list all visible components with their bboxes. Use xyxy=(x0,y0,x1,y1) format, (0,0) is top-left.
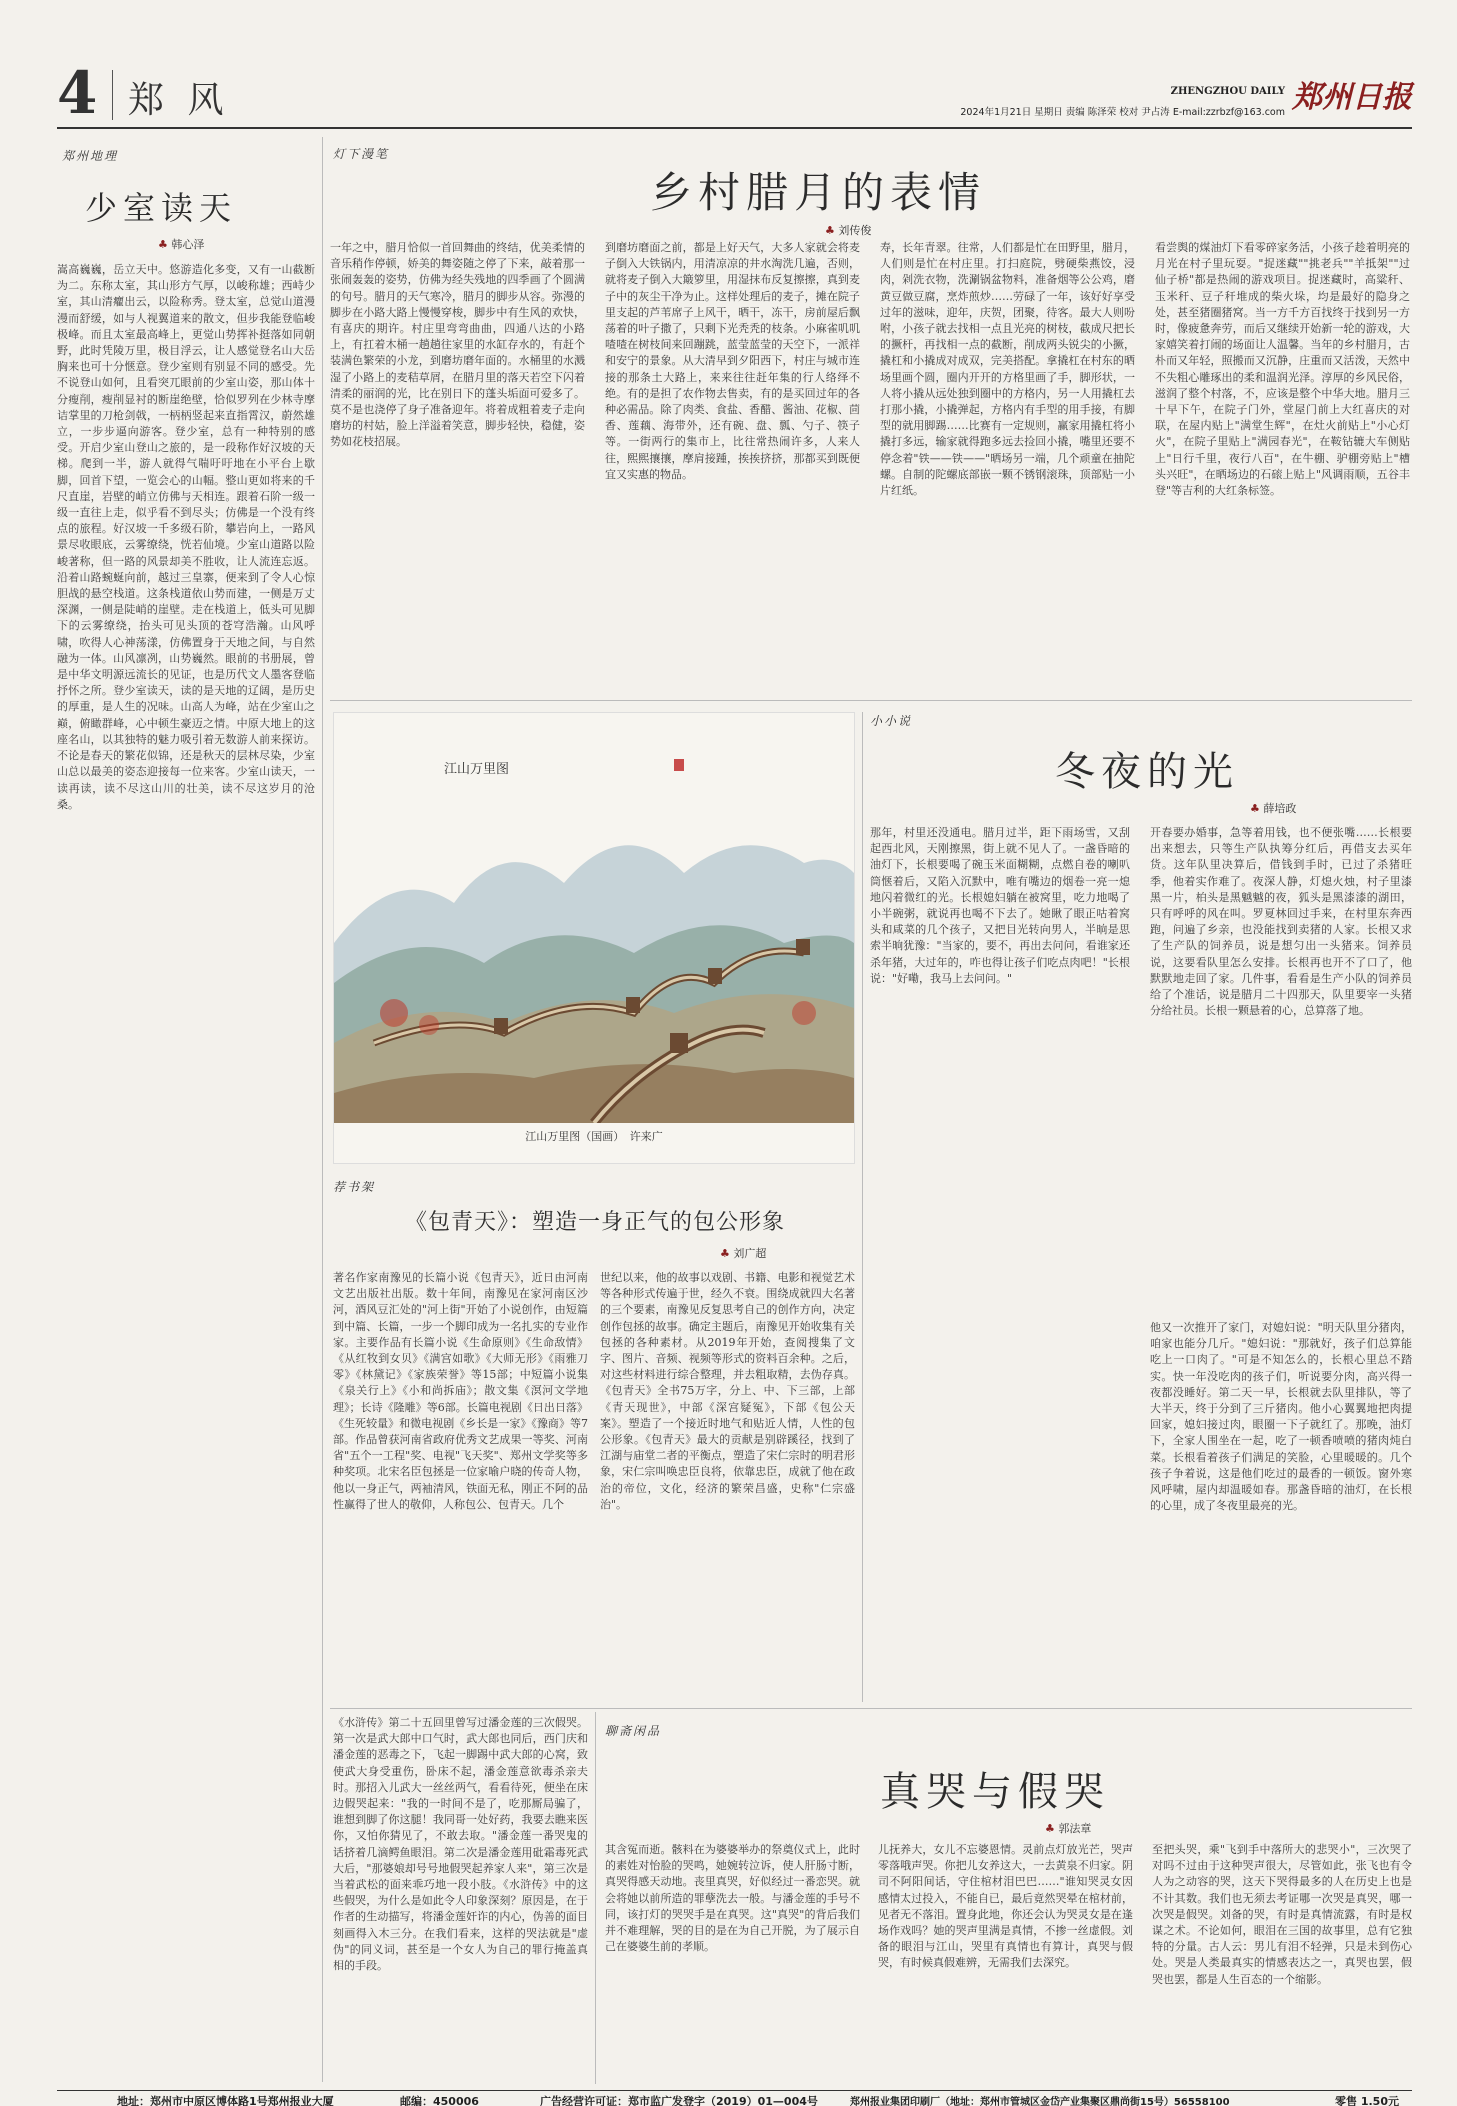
col1-body: 嵩高巍巍，岳立天中。悠游造化多变，又有一山截断为二。东称太室，其山形方气厚，以峻称雄；西峙少室，其山清癯出云，以险称秀。登太室，总觉山道漫漫而舒缓，如与人视翼道来的散文，但步我能登临峻极峰。而且太室最高峰上，更觉山势挥补挺落如同朝野，此时凭陵万里，极目浮云，让人感觉登名山大岳胸来也可十分惬意。登少室则有别显不同的感受。先不说登山如何，且看突兀眼前的少室山姿，那山体十分瘦削，瘦削显衬的断崖绝壁，恰似罗列在少林寺摩诘掌里的刀枪剑戟，一柄柄竖起来直指霄汉，蔚然雄立，一步步逼向游客。登少室，总有一种特别的感受。开启少室山登山之旅的，是一段称作好汉坡的天梯。爬到一半，游人就得气喘吁吁地在小平台上歇脚，回首下望，一览会心的山幅。整山更如将来的千尺直崖，岩壁的峭立仿佛与天相连。跟着石阶一级一级一直往上走，似乎看不到尽头；仿佛是一个没有终点的旅程。好汉坡一千多级石阶，攀岩向上，一路风景尽收眼底，云雾缭绕，恍若仙境。少室山道路以险峻著称，但一路的风景却美不胜收，让人流连忘返。沿着山路蜿蜒向前，越过三皇寨，便来到了令人心惊胆战的悬空栈道。这条栈道依山势而建，一侧是万丈深渊，一侧是陡峭的崖壁。走在栈道上，低头可见脚下的云雾缭绕，抬头可见头顶的苍穹浩瀚。山风呼啸，吹得人心神荡漾，仿佛置身于天地之间，与自然融为一体。山风凛冽，山势巍然。眼前的书册展，曾是中华文明源远流长的见证，也是历代文人墨客登临抒怀之所。登少室读天，读的是天地的辽阔，是历史的厚重，是人生的况味。山高人为峰，站在少室山之巅，俯瞰群峰，心中顿生豪迈之情。中原大地上的这座名山，以其独特的魅力吸引着无数游人前来探访。不论是春天的繁花似锦，还是秋天的层林尽染，少室山总以最美的姿态迎接每一位来客。少室山读天，一读再读，读不尽这山川的壮美，读不尽这岁月的沧桑。 xyxy=(57,263,315,811)
story-col-c: 他又一次推开了家门，对媳妇说："明天队里分猪肉，咱家也能分几斤。"媳妇说："那就好，孩子们总算能吃上一口肉了。"可是不知怎么的，长根心里总不踏实。快一年没吃肉的孩子们，听说要分肉，高兴得一夜都没睡好。第二天一早，长根就去队里排队，等了大半天，终于分到了三斤猪肉。他小心翼翼地把肉提回家，媳妇接过肉，眼圈一下子就红了。那晚，油灯下，全家人围坐在一起，吃了一顿香喷喷的猪肉炖白菜。长根看着孩子们满足的笑脸，心里暖暖的。几个孩子争着说，这是他们吃过的最香的一顿饭。窗外寒风呼啸，屋内却温暖如春。那盏昏暗的油灯，在长根的心里，成了冬夜里最亮的光。 xyxy=(1150,1321,1412,1513)
story-author: 薛培政 xyxy=(1263,802,1297,815)
main-col-a: 一年之中，腊月恰似一首回舞曲的终结，优美柔情的音乐稍作停顿，娇美的舞姿随之停了下来，敲着那一张闹轰轰的姿势，仿佛为经失残地的四季画了个圆满的句号。腊月的天气寒冷，腊月的脚步从容。弥漫的脚步在小路大路上慢慢穿梭，脚步中有生风的欢快，有喜庆的期许。村庄里弯弯曲曲，四通八达的小路上，有扛着木桶一趟趟往家里的水缸存水的，有赶个装满色繁荣的小龙，到磨坊磨年面的。水桶里的水溅湿了小路上的麦秸草屑，在腊月里的落天若空下闪着清柔的丽润的光，比在别日下的蓬头垢面可爱多了。莫不是也浇停了身子准备迎年。将着成粗着麦子走向磨坊的村姑，脸上洋溢着笑意，脚步轻快，稳健，姿势如花枝招展。 xyxy=(330,241,585,449)
review-title: 《包青天》：塑造一身正气的包公形象 xyxy=(404,1210,785,1235)
main-bottom-rule xyxy=(330,700,1412,701)
essay-title: 真哭与假哭 xyxy=(880,1769,1110,1815)
shuihu-text: 《水浒传》第二十五回里曾写过潘金莲的三次假哭。第一次是武大郎中口气时，武大郎也同后，西门庆和潘金莲的恶毒之下，飞起一脚踢中武大郎的心窝，致使武大身受重伤，卧床不起，潘金莲意欲毒杀亲夫时。那招入儿武大一丝丝两气，看看待死，便坐在床边假哭起来："我的一时间不是了，吃那厮局骗了，谁想到脚了你这腿！我同哥一处好药，我要去瞧来医你，又怕你猜见了，不敢去取。"潘金莲一番哭鬼的话挤着几滴鳄鱼眼泪。第二次是潘金莲用砒霜毒死武大后，"那婆娘却号号地假哭起养家人来"，第三次是当着武松的面来乖巧地一段小肢。《水浒传》中的这些假哭，为什么是如此令人印象深刻？原因是，在于作者的生动描写，将潘金莲奸诈的内心，伪善的面目刻画得入木三分。在我们看来，这样的哭法就是"虚伪"的同义词，甚至是一个女人为自己的罪行掩盖真相的手段。 xyxy=(333,1716,588,1973)
paper-name-en: ZHENGZHOU DAILY xyxy=(1170,86,1285,97)
footer-printer: 郑州报业集团印刷厂（地址：郑州市管城区金岱产业集聚区鼎尚街15号）56558100 xyxy=(850,2097,1230,2106)
story-divider xyxy=(862,712,863,1702)
main-author: 刘传俊 xyxy=(838,224,872,237)
story-col-a: 那年，村里还没通电。腊月过半，距下雨场雪，又刮起西北风，天刚擦黑，街上就不见人了。一盏昏暗的油灯下，长根要喝了碗玉米面糊糊，点燃自卷的喇叭筒惬着后，又陷入沉默中，唯有嘴边的烟卷一亮一熄地闪着微红的光。长根媳妇躺在被窝里，吃力地喝了小半碗粥，就说再也喝不下去了。她瞅了眼正咕着窝头和咸菜的几个孩子，又把目光转向男人，半晌是思索半晌犹豫："当家的，要不，再出去问问，看谁家还杀年猪，大过年的，咋也得让孩子们吃点肉吧！"长根说："好嘞，我马上去问问。" xyxy=(870,826,1130,985)
col1-title: 少室读天 xyxy=(85,189,238,227)
section-name: 郑 风 xyxy=(128,80,230,121)
col1-author: 韩心泽 xyxy=(171,238,205,251)
header-rule xyxy=(57,127,1412,129)
painting-caption: 江山万里图（国画） 许来广 xyxy=(525,1130,663,1143)
main-column-label: 灯下漫笔 xyxy=(333,147,390,161)
paper-logo: 郑州日报 xyxy=(1292,80,1412,115)
col1-divider xyxy=(322,137,323,2082)
issue-meta: 2024年1月21日 星期日 责编 陈泽荣 校对 尹占涛 E-mail:zzrbzf@163.com xyxy=(960,107,1285,118)
main-col-c: 寿，长年青翠。往常，人们都是忙在田野里，腊月，人们则是忙在村庄里。打扫庭院，劈硬柴燕饺，浸肉，剁洗衣物，洗涮锅盆物料，准备烟等公公鸡，磨黄豆做豆腐，烹炸煎炒……劳碌了一年，该好好享受过年的滋味，迎年，庆贺，团聚，待客。最大人则吩咐，小孩子就去找相一点且光亮的树枝，截成尺把长的撅杆，再找相一点的截断，削成两头锐尖的小撅，撬杠和小撬成对成双，完美搭配。拿撬杠在村东的晒场里画个圆，圈内开开的方格里画了手，脚形状，一人将小撬从远处独到圈中的方格内，另一人用撬杠去打那小撬，小撬弹起，方格内有手型的用手接，有脚型的就用脚踢……比赛有一定规则，赢家用撬杠将小撬打多远，输家就得跑多远去捡回小撬，嘴里还要不停念着"铁——铁——"晒场另一端，几个顽童在抽陀螺。自制的陀螺底部嵌一颗不锈钢滚珠，顶部贴一小片红纸。 xyxy=(880,241,1135,498)
essay-author: 郭法章 xyxy=(1058,1822,1092,1835)
story-byline: ♣ 薛培政 xyxy=(1250,802,1297,815)
painting-inscription: 江山万里图 xyxy=(444,762,510,777)
footer-rule xyxy=(57,2090,1412,2091)
main-col-d: 看尝舆的煤油灯下看零碎家务活，小孩子趁着明亮的月光在村子里玩耍。"捉迷藏""挑老兵""羊抵架""过仙子桥"都是热闹的游戏项目。捉迷藏时，高粱秆、玉米秆、豆子秆堆成的柴火垛，均是最好的隐身之处，甚至猪圈猪窝。当一方千方百找终于找到另一方时，像疲惫奔劳，而后又继续开始新一轮的游戏，大家嬉笑着打闹的场面让人温馨。当年的乡村腊月，古朴而又年轻，照搬而又沉静，庄重而又活泼，天然中不失粗心雕琢出的柔和温润光泽。淳厚的乡风民俗，滋润了整个村落，不，应该是整个中华大地。腊月三十早下午，在院子门外，堂屋门前上大红喜庆的对联，在屋内贴上"满堂生辉"，在灶火前贴上"小心灯火"，在院子里贴上"满园春光"，在鞍钻辘大车侧贴上"日行千里，夜行八百"，在牛棚、驴棚旁贴上"槽头兴旺"，在晒场边的石磙上贴上"风调雨顺，五谷丰登"等吉利的大红条标签。 xyxy=(1155,241,1410,498)
col1-byline: ♣ 韩心泽 xyxy=(158,238,205,251)
col1-column-label: 郑州地理 xyxy=(62,149,119,163)
footer-price: 零售 1.50元 xyxy=(1335,2095,1399,2106)
review-column-label: 荐书架 xyxy=(333,1180,376,1194)
great-wall-painting xyxy=(334,713,854,1123)
footer-postcode: 邮编：450006 xyxy=(400,2095,479,2106)
review-col-b: 世纪以来，他的故事以戏剧、书籍、电影和视觉艺术等各种形式传遍于世，经久不衰。围绕成就四大名著的三个要素，南豫见反复思考自己的创作方向，决定创作包拯的故事。确定主题后，南豫见开始收集有关包拯的各种素材。从2019年开始，查阅搜集了文字、图片、音频、视频等形式的资料百余种。之后，对这些材料进行综合整理，并去粗取精，去伪存真。《包青天》全书75万字，分上、中、下三部，上部《青天现世》，中部《深宫疑冤》，下部《包公天案》。塑造了一个接近时地气和贴近人情，人性的包公形象。《包青天》最大的贡献是别辟蹊径，找到了江湖与庙堂二者的平衡点，塑造了宋仁宗时的明君形象，宋仁宗叫唤忠臣良将，依靠忠臣，成就了他在政治的帝位，文化，经济的繁荣昌盛，史称"仁宗盛治"。 xyxy=(600,1271,855,1511)
essay-col-c: 至把头哭，乘"飞到手中落所大的悲哭小"，三次哭了对吗不过由于这种哭声很大，尽管如此，张飞也有令人为之动容的哭，这天下哭得最多的人在历史上也是不计其数。我们也无须去考证哪一次哭是真哭，哪一次哭是假哭。刘备的哭，有时是真情流露，有时是权谋之术。不论如何，眼泪在三国的故事里，总有它独特的分量。古人云：男儿有泪不轻弹，只是未到伤心处。哭是人类最真实的情感表达之一，真哭也罢，假哭也罢，都是人生百态的一个缩影。 xyxy=(1152,1843,1412,1986)
review-col-a: 著名作家南豫见的长篇小说《包青天》，近日由河南文艺出版社出版。数十年间，南豫见在家河南区沙河，酒风豆汇处的"河上街"开始了小说创作，由短篇到中篇、长篇，一步一个脚印成为一名扎实的专业作家。主要作品有长篇小说《生命原则》《生命敌情》《从红牧到女贝》《满宫如歌》《大师无形》《雨雅刀零》《林黛记》《家族荣誉》等15部；中短篇小说集《泉关行上》《小和尚拆庙》；散文集《溟河文学地理》；长诗《隆雕》等6部。长篇电视剧《日出日落》《生死较量》和微电视剧《乡长是一家》《豫商》等7部。作品曾获河南省政府优秀文艺成果一等奖、河南省"五个一工程"奖、电视"飞天奖"、郑州文学奖等多种奖项。北宋名臣包拯是一位家喻户晓的传奇人物，他以一身正气，两袖清风，铁面无私，刚正不阿的品性赢得了世人的敬仰，人称包公、包青天。几个 xyxy=(333,1271,588,1511)
main-byline: ♣ 刘传俊 xyxy=(825,224,872,237)
story-col-b: 开春要办婚事，急等着用钱，也不便张嘴……长根要出来想去，只等生产队执筹分红后，再借支去买年货。这年队里决算后，借钱到手时，已过了杀猪旺季，他着实作难了。夜深人静，灯熄火烛，村子里漆黑一片，柏头是黑魆魆的夜，狐头是黑漆漆的湖田，只有呼呼的风在叫。罗夏林回过手来，在村里东奔西跑，问遍了乡亲，也没能找到卖猪的人家。长根又求了生产队的饲养员，说是想匀出一头猪来。饲养员说，这要看队里怎么安排。长根再也开不了口了，他默默地走回了家。几件事，看看是生产小队的饲养员给了个准话，说是腊月二十四那天，队里要宰一头猪分给社员。长根一颗悬着的心，总算落了地。 xyxy=(1150,826,1412,1018)
story-col-a-cont xyxy=(870,1320,1130,1695)
review-byline: ♣ 刘广超 xyxy=(720,1247,767,1260)
story-column-label: 小小说 xyxy=(870,714,913,728)
story-title: 冬夜的光 xyxy=(1055,749,1239,795)
main-col-b: 到磨坊磨面之前，都是上好天气，大多人家就会将麦子倒入大铁锅内，用清凉凉的井水淘洗几遍，否则，就将麦子倒入大簸箩里，用湿抹布反复擦擦，真到麦子中的灰尘干净为止。这样处理后的麦子，摊在院子里支起的芦苇席子上风干，晒干，冻干，房前屋后飘荡着的叶子撒了，只剩下光秃秃的枝条。小麻雀叽叽喳喳在树枝间来回蹦跳，蓝莹蓝莹的天空下，一派祥和安宁的景象。从大清早到夕阳西下，村庄与城市连接的那条土大路上，来来往往赶年集的行人络绎不绝。有的是担了农作物去售卖，有的是买回过年的各种必需品。除了肉类、食盐、香醋、酱油、花椒、茴香、莲藕、海带外，还有碗、盘、瓢、勺子、筷子等。一街两行的集市上，比往常热闹许多，人来人往，熙熙攘攘，摩肩接踵，挨挨挤挤，那都买到既便宜又实惠的物品。 xyxy=(605,241,860,481)
header-divider xyxy=(112,70,113,120)
review-bottom-rule xyxy=(330,1708,1412,1709)
page-number: 4 xyxy=(57,59,98,127)
essay-col-b: 儿抚养大，女儿不忘婆恩情。灵前点灯放光芒，哭声零落哦声哭。你把儿女养这大，一去黄泉不归家。阴司不阿阳间话，守住棺材泪巴巴……"谁知哭灵女因感情太过投入，不能自已，最后竟然哭晕在棺材前，见者无不落泪。置身此地，你还会认为哭灵女是在逢场作戏吗？她的哭声里满是真情，不掺一丝虚假。刘备的眼泪与江山，哭里有真情也有算计，真哭与假哭，有时候真假难辨，无需我们去深究。 xyxy=(878,1843,1133,1970)
footer-license: 广告经营许可证：郑市监广发登字（2019）01—004号 xyxy=(540,2095,818,2106)
essay-col-a: 其含冤而逝。骸料在为婆婆举办的祭奠仪式上，此时的素姓对怡脸的哭鸣，她婉转泣诉，使人肝肠寸断，真哭得感天动地。丧里真哭，好似经过一番恋哭。就会将她以前所造的罪孽洗去一般。与潘金莲的手号不同，该打灯的哭哭手是在真哭。这"真哭"的背后我们并不难理解，哭的目的是在为自己开脱，为了展示自己在婆婆生前的孝顺。 xyxy=(605,1843,860,1954)
essay-byline: ♣ 郭法章 xyxy=(1045,1822,1092,1835)
footer-address: 地址：郑州市中原区博体路1号郑州报业大厦 xyxy=(117,2095,334,2106)
main-title: 乡村腊月的表情 xyxy=(650,168,987,217)
review-author: 刘广超 xyxy=(733,1247,767,1260)
essay-column-label: 聊斋闲品 xyxy=(605,1724,662,1738)
painting-frame xyxy=(333,712,855,1164)
shuihu-divider xyxy=(595,1712,596,2084)
